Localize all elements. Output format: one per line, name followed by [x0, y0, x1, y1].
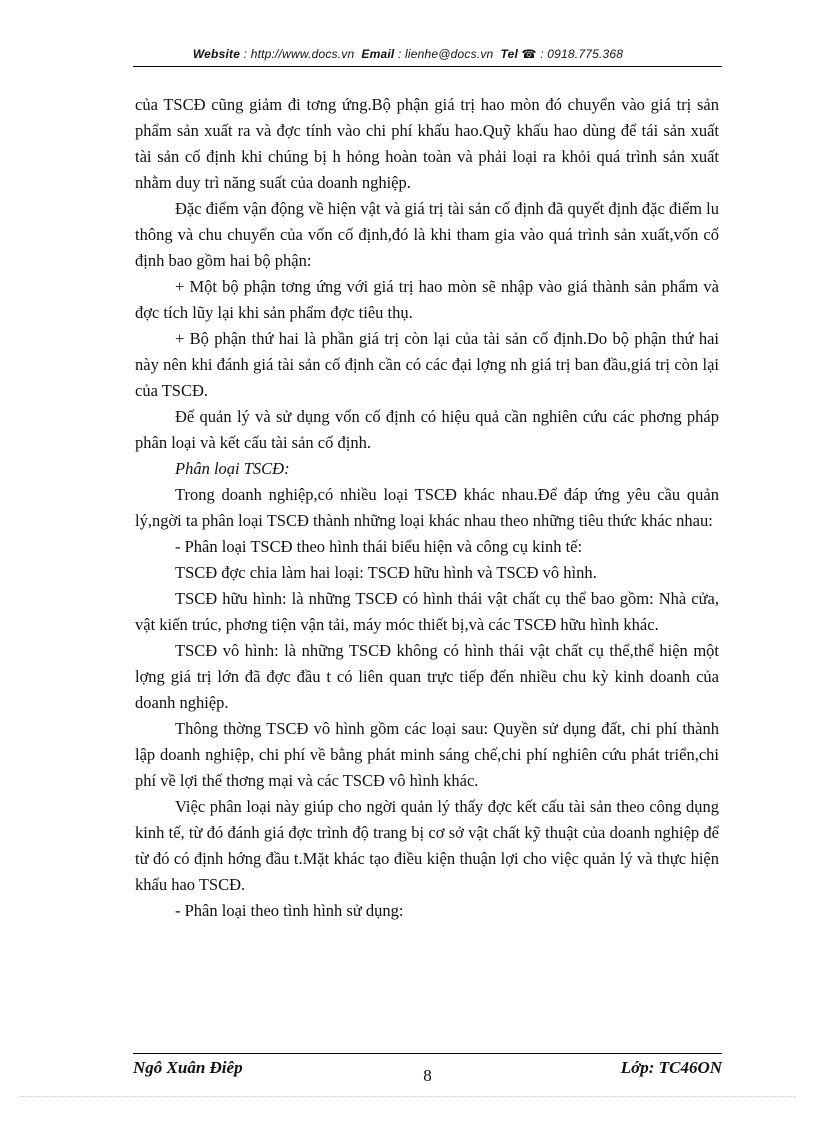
body-paragraph: - Phân loại theo tình hình sử dụng: [175, 901, 404, 920]
page-number: 8 [423, 1066, 432, 1085]
body-paragraph: + Bộ phận thứ hai là phần giá trị còn lại của tài sản cố định.Do bộ phận thứ hai này nên khi đánh giá tài sản cố định cần có các đại lợng nh giá trị ban đầu,giá trị còn lại của TSCĐ. [135, 329, 719, 400]
body-paragraph: Thông thờng TSCĐ vô hình gồm các loại sau: Quyền sử dụng đất, chi phí thành lập doanh nghiệp, chi phí về bằng phát minh sáng chế,chi phí nghiên cứu phát triển,chi phí về lợi thế thơng mại và các TSCĐ vô hình khác. [135, 719, 719, 790]
footer-rule [133, 1053, 722, 1054]
body-paragraph: Trong doanh nghiệp,có nhiều loại TSCĐ khác nhau.Để đáp ứng yêu cầu quản lý,ngời ta phân loại TSCĐ thành những loại khác nhau theo những tiêu thức khác nhau: [135, 485, 719, 530]
email-address[interactable]: : lienhe@docs.vn [397, 47, 494, 61]
body-paragraph: Đặc điểm vận động về hiện vật và giá trị tài sản cố định đã quyết định đặc điểm lu thông và chu chuyển của vốn cố định,đó là khi tham gia vào quá trình sản xuất,vốn cố định bao gồm hai bộ phận: [135, 199, 719, 270]
page-footer [133, 1058, 722, 1084]
body-paragraph: - Phân loại TSCĐ theo hình thái biểu hiện và công cụ kinh tế: [175, 537, 583, 556]
body-paragraph: của TSCĐ cũng giảm đi tơng ứng.Bộ phận giá trị hao mòn đó chuyển vào giá trị sản phẩm sản xuất ra và đợc tính vào chi phí khấu hao.Quỹ khấu hao dùng để tái sản xuất tài sản cố định khi chúng bị h hỏng hoàn toàn và phải loại ra khỏi quá trình sản xuất nhằm duy trì năng suất của doanh nghiệp. [135, 95, 719, 192]
tel-label: Tel ☎ [500, 47, 537, 61]
page-bottom-dotted-line [20, 1096, 796, 1097]
body-paragraph: TSCĐ đợc chia làm hai loại: TSCĐ hữu hình và TSCĐ vô hình. [175, 563, 597, 582]
email-label: Email [361, 47, 395, 61]
footer-class: Lớp: TC46ON [620, 1058, 722, 1077]
website-url[interactable]: : http://www.docs.vn [243, 47, 355, 61]
website-label: Website [192, 47, 241, 61]
body-paragraph: Để quản lý và sử dụng vốn cố định có hiệu quả cần nghiên cứu các phơng pháp phân loại và kết cấu tài sản cố định. [135, 407, 719, 452]
body-paragraph: Việc phân loại này giúp cho ngời quản lý thấy đợc kết cấu tài sản theo công dụng kinh tế, từ đó đánh giá đợc trình độ trang bị cơ sở vật chất kỹ thuật của doanh nghiệp để từ đó có định hớng đầu t.Mặt khác tạo điều kiện thuận lợi cho việc quản lý và thực hiện khấu hao TSCĐ. [135, 797, 719, 894]
footer-author: Ngô Xuân Điêp [133, 1058, 243, 1077]
body-paragraph: + Một bộ phận tơng ứng với giá trị hao mòn sẽ nhập vào giá thành sản phẩm và đợc tích lũy lại khi sản phẩm đợc tiêu thụ. [135, 277, 719, 322]
document-body [135, 92, 719, 924]
page-header [0, 47, 816, 61]
body-paragraph: TSCĐ vô hình: là những TSCĐ không có hình thái vật chất cụ thể,thể hiện một lợng giá trị lớn đã đợc đầu t có liên quan trực tiếp đến nhiều chu kỳ kinh doanh của doanh nghiệp. [135, 641, 719, 712]
tel-number: : 0918.775.368 [540, 47, 624, 61]
section-heading: Phân loại TSCĐ: [175, 459, 290, 478]
body-paragraph: TSCĐ hữu hình: là những TSCĐ có hình thái vật chất cụ thể bao gồm: Nhà cửa, vật kiến trúc, phơng tiện vận tải, máy móc thiết bị,và các TSCĐ hữu hình khác. [135, 589, 719, 634]
header-rule [133, 66, 722, 67]
